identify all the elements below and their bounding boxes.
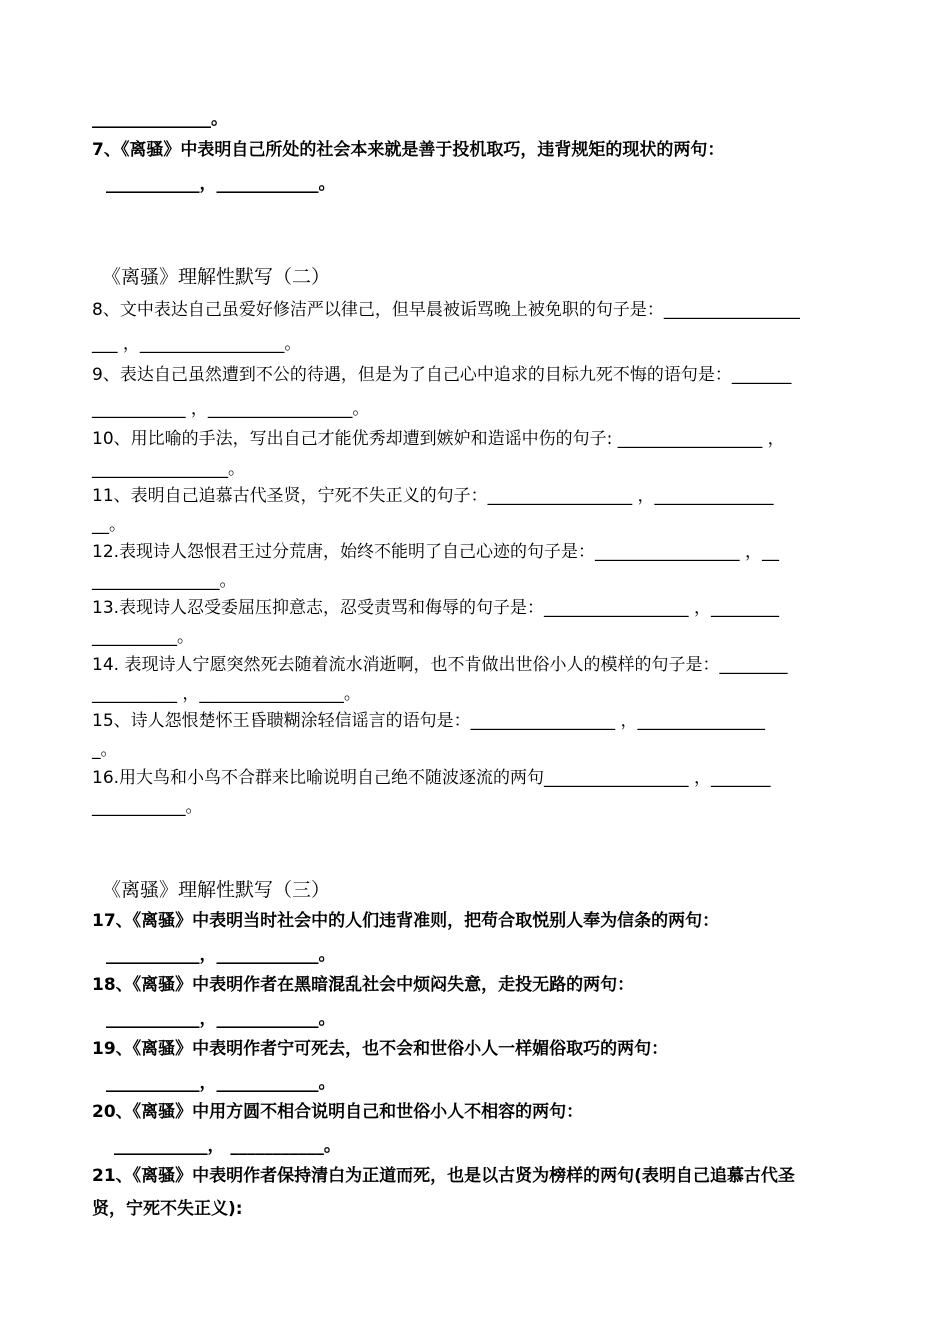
answer-line-15: _。 <box>92 740 118 760</box>
answer-line-8: ___ ，_________________。 <box>92 334 302 354</box>
answer-line-6: ______________。 <box>92 109 228 129</box>
question-18: 18、《离骚》中表明作者在黑暗混乱社会中烦闷失意，走投无路的两句： <box>92 975 635 995</box>
answer-line-13: __________。 <box>92 627 194 647</box>
question-8: 8、文中表达自己虽爱好修洁严以律己，但早晨被诟骂晚上被免职的句子是：________________ <box>92 300 800 320</box>
answer-line-12: _______________。 <box>92 571 237 591</box>
question-16: 16.用大鸟和小鸟不合群来比喻说明自己绝不随波逐流的两句_________________ ，_______ <box>92 768 771 788</box>
question-9: 9、表达自己虽然遭到不公的待遇，但是为了自己心中追求的目标九死不悔的语句是：_______ <box>92 365 792 385</box>
question-12: 12.表现诗人怨恨君王过分荒唐，始终不能明了自己心迹的句子是：_________________ ，__ <box>92 542 779 562</box>
section-title-2: 《离骚》理解性默写（二） <box>102 266 331 288</box>
question-19: 19、《离骚》中表明作者宁可死去，也不会和世俗小人一样媚俗取巧的两句： <box>92 1039 669 1059</box>
answer-line-16: ___________。 <box>92 797 203 817</box>
answer-line-11: __。 <box>92 515 126 535</box>
question-21: 21、《离骚》中表明作者保持清白为正道而死，也是以古贤为榜样的两句(表明自己追慕古代圣 <box>92 1166 795 1186</box>
section-title-3: 《离骚》理解性默写（三） <box>102 879 331 901</box>
question-17: 17、《离骚》中表明当时社会中的人们违背准则，把苟合取悦别人奉为信条的两句： <box>92 911 720 931</box>
question-21-continued: 贤，宁死不失正义): <box>92 1199 243 1219</box>
answer-line-14: __________ ，_________________。 <box>92 684 361 704</box>
answer-line-10: ________________。 <box>92 459 245 479</box>
answer-line-7: ___________，____________。 <box>106 174 336 194</box>
question-15: 15、诗人怨恨楚怀王昏聩糊涂轻信谣言的语句是：_________________ ，_______________ <box>92 711 766 731</box>
answer-line-9: ___________ ，_________________。 <box>92 399 370 419</box>
answer-line-17: ___________，____________。 <box>106 945 336 965</box>
answer-line-19: ___________，____________。 <box>106 1073 336 1093</box>
question-7: 7、《离骚》中表明自己所处的社会本来就是善于投机取巧，违背规矩的现状的两句： <box>92 140 725 160</box>
question-20: 20、《离骚》中用方圆不相合说明自己和世俗小人不相容的两句： <box>92 1102 584 1122</box>
question-10: 10、用比喻的手法，写出自己才能优秀却遭到嫉妒和造谣中伤的句子: _________________ ， <box>92 429 785 449</box>
question-13: 13.表现诗人忍受委屈压抑意志，忍受责骂和侮辱的句子是：_________________ ，________ <box>92 598 779 618</box>
question-14: 14. 表现诗人宁愿突然死去随着流水消逝啊，也不肯做出世俗小人的模样的句子是：________ <box>92 655 788 675</box>
answer-line-18: ___________，____________。 <box>106 1009 336 1029</box>
question-11: 11、表明自己追慕古代圣贤，宁死不失正义的句子：_________________ ，______________ <box>92 486 774 506</box>
answer-line-20: ___________， ___________。 <box>114 1136 341 1156</box>
